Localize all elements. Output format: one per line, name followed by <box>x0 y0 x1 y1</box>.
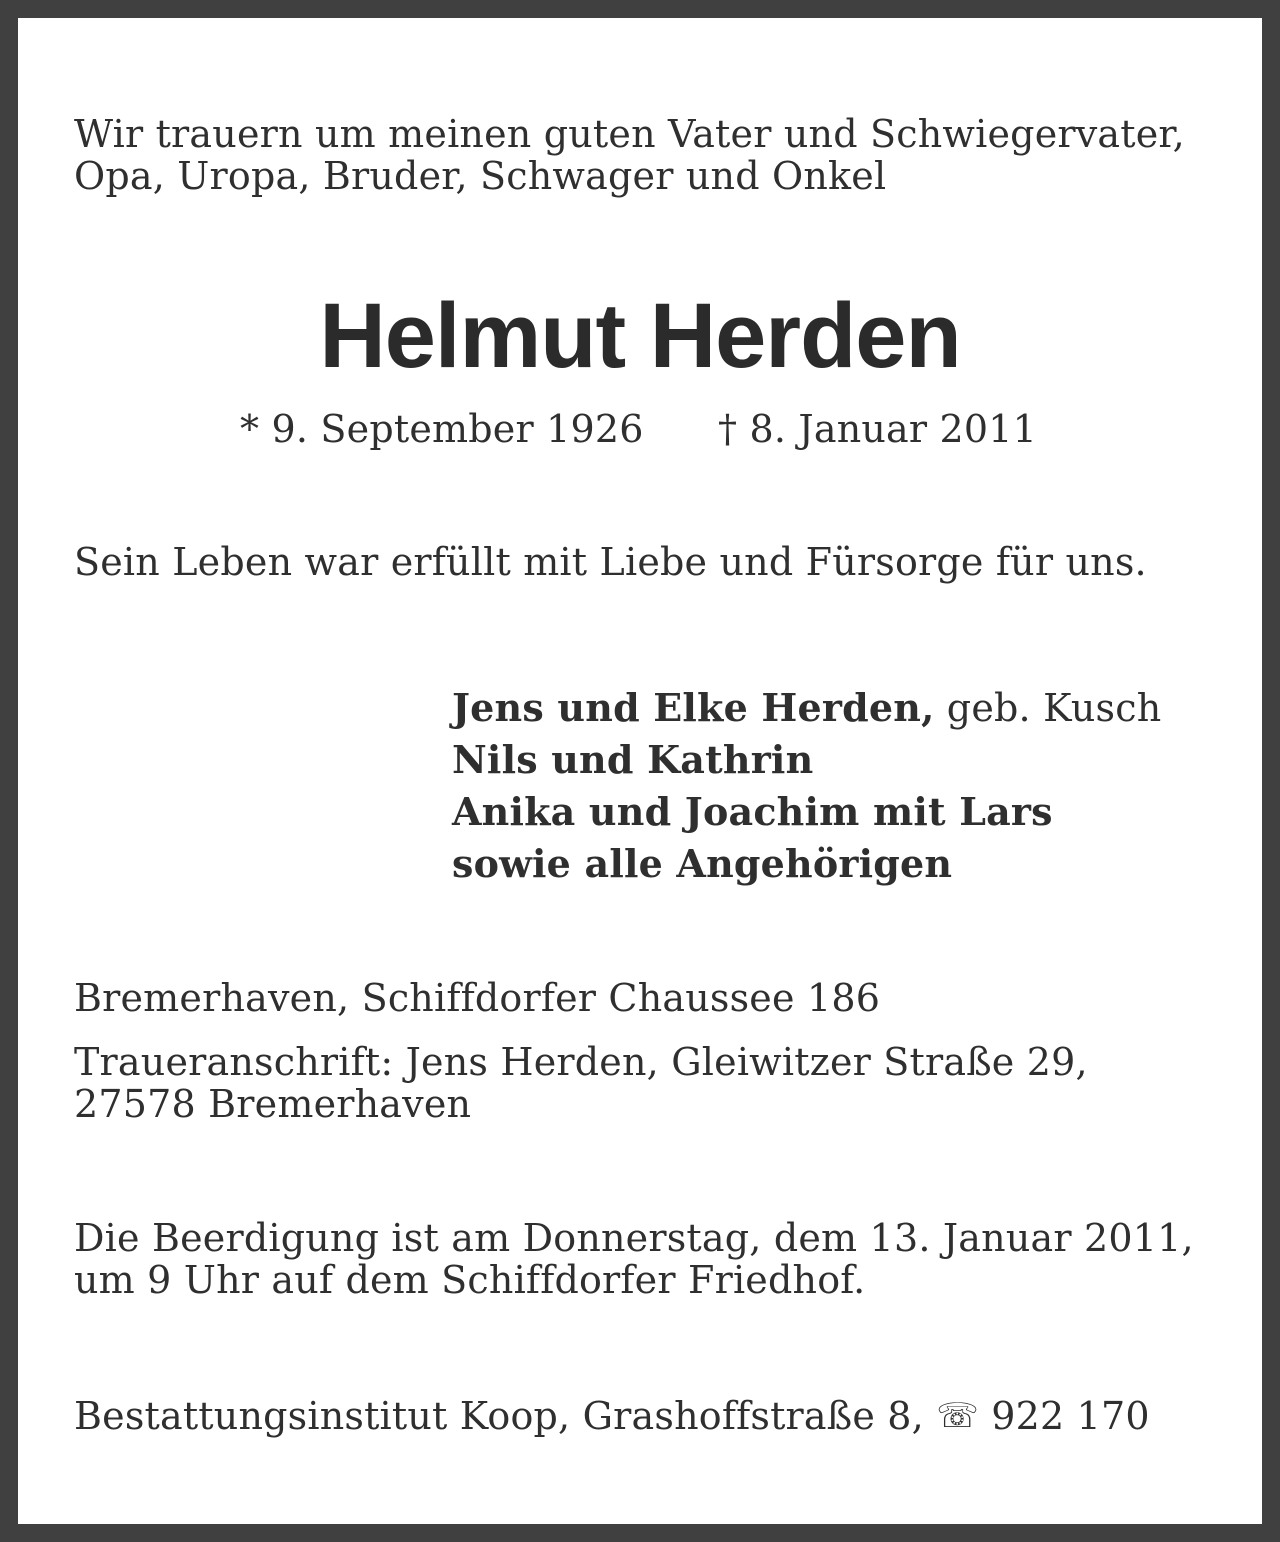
mourning-address-line-1: Traueranschrift: Jens Herden, Gleiwitzer Straße 29, <box>74 1040 1088 1084</box>
location-line: Bremerhaven, Schiffdorfer Chaussee 186 <box>74 976 881 1020</box>
mourner-line-3: Anika und Joachim mit Lars <box>452 789 1053 834</box>
death-date: † 8. Januar 2011 <box>718 407 1038 451</box>
undertaker-text: Bestattungsinstitut Koop, Grashoffstraße 8, <box>74 1394 924 1438</box>
mourner-names-1: Jens und Elke Herden, <box>452 685 935 730</box>
intro-line-1: Wir trauern um meinen guten Vater und Schwiegervater, <box>74 112 1185 156</box>
mourner-line-4: sowie alle Angehörigen <box>452 841 953 886</box>
telephone-icon: ☏ <box>936 1396 979 1436</box>
funeral-line-2: um 9 Uhr auf dem Schiffdorfer Friedhof. <box>74 1258 866 1302</box>
intro-line-2: Opa, Uropa, Bruder, Schwager und Onkel <box>74 154 887 198</box>
mourner-line-1 <box>452 686 1161 730</box>
funeral-line-1: Die Beerdigung ist am Donnerstag, dem 13. Januar 2011, <box>74 1216 1194 1260</box>
motto-text: Sein Leben war erfüllt mit Liebe und Fürsorge für uns. <box>74 540 1147 584</box>
mourner-line-2: Nils und Kathrin <box>452 737 814 782</box>
undertaker-phone: 922 170 <box>991 1394 1150 1438</box>
undertaker-line <box>74 1394 1150 1438</box>
mourning-address-line-2: 27578 Bremerhaven <box>74 1082 472 1126</box>
deceased-name: Helmut Herden <box>319 285 961 387</box>
maiden-name-note: geb. Kusch <box>946 686 1162 730</box>
birth-date: * 9. September 1926 <box>240 407 644 451</box>
